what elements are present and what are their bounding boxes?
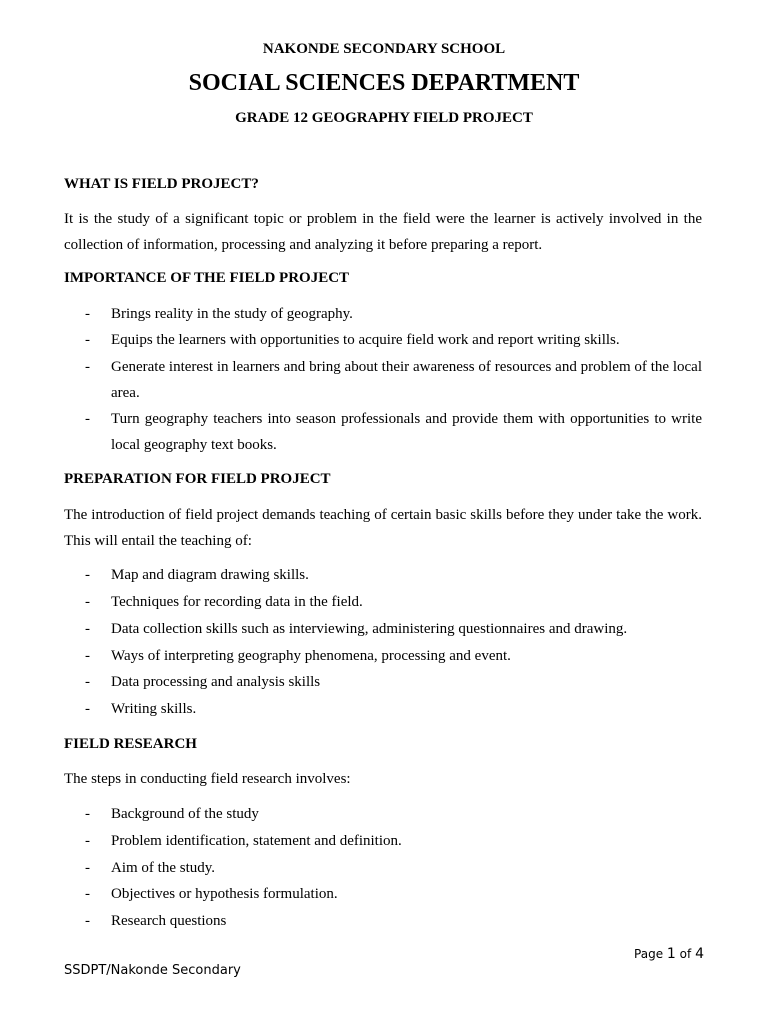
bullet-dash: -	[85, 648, 90, 664]
bullet-dash: -	[85, 567, 90, 583]
bullet-dash: -	[85, 701, 90, 717]
list-item-text: Problem identification, statement and definition.	[111, 833, 402, 849]
list-item-text: Data processing and analysis skills	[111, 674, 321, 690]
heading-preparation: PREPARATION FOR FIELD PROJECT	[64, 471, 331, 487]
bullet-dash: -	[85, 860, 90, 876]
bullet-dash: -	[85, 806, 90, 822]
bullet-dash: -	[85, 886, 90, 902]
heading-importance: IMPORTANCE OF THE FIELD PROJECT	[64, 270, 350, 286]
page-number	[634, 946, 704, 962]
heading-field-research: FIELD RESEARCH	[64, 736, 197, 752]
page-word: Page	[634, 947, 664, 961]
list-item-text: Ways of interpreting geography phenomena, processing and event.	[111, 648, 511, 664]
list-item-text: Equips the learners with opportunities to acquire field work and report writing skills.	[111, 332, 620, 348]
bullet-dash: -	[85, 332, 90, 348]
department-title: SOCIAL SCIENCES DEPARTMENT	[188, 70, 580, 96]
list-item	[85, 669, 702, 695]
bullet-dash: -	[85, 913, 90, 929]
paragraph-preparation: The introduction of field project demands teaching of certain basic skills before they under take the work. This will entail the teaching of:	[64, 507, 702, 549]
list-item	[85, 881, 702, 907]
list-item	[85, 406, 702, 458]
list-item-text: Data collection skills such as interviewing, administering questionnaires and drawing.	[111, 621, 628, 637]
list-item-text: Aim of the study.	[111, 860, 216, 876]
heading-what-is-field-project: WHAT IS FIELD PROJECT?	[64, 176, 259, 192]
school-name: NAKONDE SECONDARY SCHOOL	[262, 41, 506, 57]
footer-school-label: SSDPT/Nakonde Secondary	[64, 963, 241, 978]
bullet-dash: -	[85, 306, 90, 322]
bullet-dash: -	[85, 594, 90, 610]
list-item	[85, 327, 702, 353]
bullet-dash: -	[85, 833, 90, 849]
list-item	[85, 643, 702, 669]
list-item	[85, 354, 702, 406]
list-item-text: Generate interest in learners and bring about their awareness of resources and problem of the local area.	[111, 359, 702, 401]
list-item	[85, 616, 702, 642]
list-item	[85, 562, 702, 588]
list-item	[85, 855, 702, 881]
bullet-dash: -	[85, 621, 90, 637]
paragraph-research: The steps in conducting field research involves:	[64, 771, 351, 787]
page-current: 1	[666, 946, 676, 962]
list-item-text: Map and diagram drawing skills.	[111, 567, 309, 583]
list-item	[85, 801, 702, 827]
project-title: GRADE 12 GEOGRAPHY FIELD PROJECT	[235, 110, 533, 126]
list-item-text: Brings reality in the study of geography.	[111, 306, 353, 322]
list-item-text: Turn geography teachers into season professionals and provide them with opportunities to write local geography text books.	[111, 411, 702, 453]
of-word: of	[679, 947, 692, 961]
list-item-text: Background of the study	[111, 806, 259, 822]
page-total: 4	[695, 946, 704, 962]
list-item-text: Techniques for recording data in the field.	[111, 594, 363, 610]
list-item-text: Research questions	[111, 913, 227, 929]
bullet-dash: -	[85, 359, 90, 375]
bullet-dash: -	[85, 411, 90, 427]
list-item	[85, 301, 702, 327]
bullet-dash: -	[85, 674, 90, 690]
list-item	[85, 908, 702, 934]
paragraph-definition: It is the study of a significant topic or problem in the field were the learner is actively involved in the collection of information, processing and analyzing it before preparing a report.	[64, 211, 702, 253]
list-item	[85, 828, 702, 854]
list-item-text: Writing skills.	[111, 701, 197, 717]
list-item	[85, 589, 702, 615]
list-item	[85, 696, 702, 722]
list-item-text: Objectives or hypothesis formulation.	[111, 886, 338, 902]
